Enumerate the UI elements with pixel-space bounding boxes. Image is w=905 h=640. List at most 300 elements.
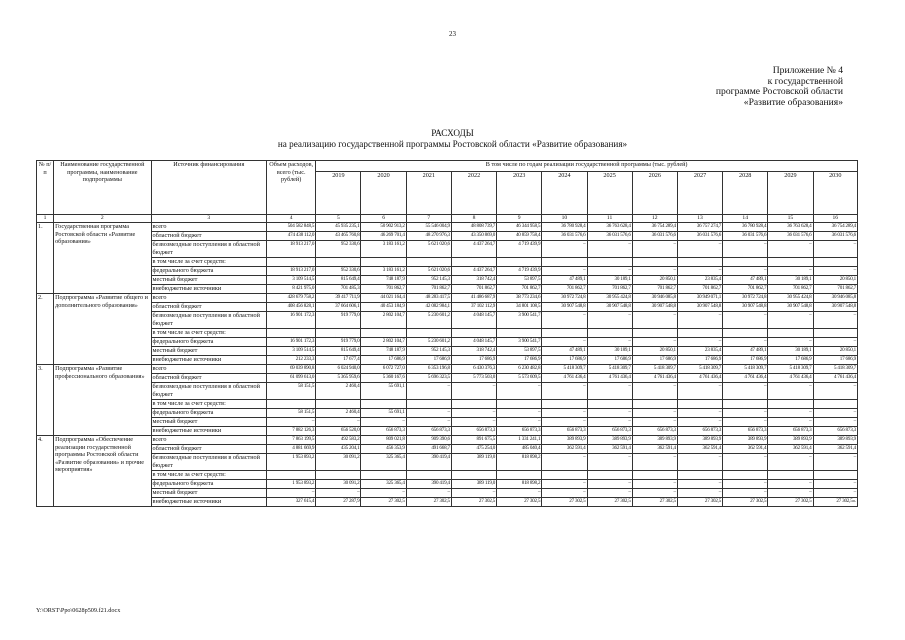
funding-source: в том числе за счет средств: <box>151 258 267 267</box>
year-value: 362 591,4 <box>587 445 632 454</box>
year-value: 47 489,1 <box>723 276 768 285</box>
year-value: – <box>813 241 857 258</box>
year-value: 818 898,2 <box>497 454 542 471</box>
year-value: 952 145,3 <box>406 276 451 285</box>
year-value: 47 489,1 <box>542 347 587 356</box>
year-value: 475 254,0 <box>451 445 496 454</box>
year-value: – <box>361 489 406 498</box>
year-value: – <box>723 383 768 400</box>
total-value: – <box>267 489 316 498</box>
header-num: № п/п <box>37 161 54 215</box>
year-value: 46 269 701,4 <box>361 232 406 241</box>
year-value <box>451 400 496 409</box>
row-number: 1. <box>37 223 54 294</box>
title-heading: РАСХОДЫ <box>431 128 474 138</box>
year-value: 17 686,9 <box>768 356 813 365</box>
year-value: – <box>497 418 542 427</box>
year-value: – <box>542 480 587 489</box>
table-row <box>37 338 858 347</box>
header-year: 2029 <box>768 172 813 215</box>
year-value: 30 907 548,8 <box>723 303 768 312</box>
year-value: 30 907 548,8 <box>542 303 587 312</box>
year-value: 318 742,4 <box>451 276 496 285</box>
year-value: 34 801 108,5 <box>497 303 542 312</box>
year-value: 4 719 439,9 <box>497 241 542 258</box>
year-value: – <box>768 409 813 418</box>
year-value: 30 949 071,1 <box>677 294 722 303</box>
year-value: – <box>632 383 677 400</box>
year-value: 325 365,4 <box>361 454 406 471</box>
table-row <box>37 223 858 232</box>
year-value: 30 907 548,8 <box>768 303 813 312</box>
year-value: 17 677,4 <box>316 356 361 365</box>
year-value: 30 946 085,8 <box>632 294 677 303</box>
page-number: 23 <box>449 30 456 38</box>
column-number: 7 <box>406 215 451 223</box>
funding-source: всего <box>151 223 267 232</box>
year-value: 656 873,3 <box>813 427 857 436</box>
year-value: – <box>677 241 722 258</box>
year-value: 6 430 376,3 <box>451 365 496 374</box>
year-value: – <box>768 489 813 498</box>
year-value: 27 302,5 <box>677 498 722 507</box>
year-value: – <box>587 241 632 258</box>
year-value: 701 862,7 <box>677 285 722 294</box>
year-value: 4 437 264,7 <box>451 241 496 258</box>
total-value: 69 039 890,8 <box>267 365 316 374</box>
year-value: 48 270 976,3 <box>406 232 451 241</box>
year-value: – <box>632 454 677 471</box>
funding-source: местный бюджет <box>151 276 267 285</box>
year-value <box>677 329 722 338</box>
year-value <box>677 471 722 480</box>
column-number: 5 <box>316 215 361 223</box>
year-value: 17 686,9 <box>632 356 677 365</box>
year-value: 48 808 739,7 <box>451 223 496 232</box>
year-value: – <box>768 454 813 471</box>
year-value: 656 873,3 <box>587 427 632 436</box>
year-value: 41 486 687,9 <box>451 294 496 303</box>
year-value: – <box>587 312 632 329</box>
year-value: 36 754 289,4 <box>813 223 857 232</box>
year-value <box>451 329 496 338</box>
year-value: 485 040,4 <box>497 445 542 454</box>
year-value <box>813 400 857 409</box>
year-value: 318 742,4 <box>451 347 496 356</box>
year-value: 362 591,4 <box>632 445 677 454</box>
year-value: 656 873,3 <box>497 427 542 436</box>
title-subheading: на реализацию государственной программы Ростовской области «Развитие образования» <box>277 138 628 149</box>
year-value: – <box>587 454 632 471</box>
year-value: – <box>542 383 587 400</box>
table-row <box>37 489 858 498</box>
year-value: 30 091,2 <box>316 480 361 489</box>
year-value: 389 119,0 <box>451 454 496 471</box>
year-value <box>723 471 768 480</box>
funding-source: федерального бюджета <box>151 338 267 347</box>
year-value: 30 189,1 <box>768 276 813 285</box>
year-value: 656 873,3 <box>723 427 768 436</box>
funding-source: безвозмездные поступления в областной бюджет <box>151 312 267 329</box>
year-value <box>768 471 813 480</box>
column-number: 2 <box>54 215 151 223</box>
year-value: 30 091,2 <box>316 454 361 471</box>
year-value: – <box>406 489 451 498</box>
year-value: 656 873,3 <box>632 427 677 436</box>
year-value: – <box>587 267 632 276</box>
year-value: 17 686,9 <box>587 356 632 365</box>
year-value: 389 893,9 <box>587 436 632 445</box>
year-value: 30 189,1 <box>587 276 632 285</box>
year-value: 53 897,5 <box>497 276 542 285</box>
column-number: 1 <box>37 215 54 223</box>
year-value: 952 330,6 <box>316 241 361 258</box>
header-year: 2020 <box>361 172 406 215</box>
funding-source: внебюджетные источники <box>151 427 267 436</box>
year-value: 891 675,5 <box>451 436 496 445</box>
year-value: 30 972 724,8 <box>542 294 587 303</box>
year-value: 6 072 727,0 <box>361 365 406 374</box>
total-value: 4 881 669,9 <box>267 445 316 454</box>
year-value: 36 031 576,6 <box>813 232 857 241</box>
table-row <box>37 258 858 267</box>
appendix-line: программе Ростовской области <box>715 86 843 98</box>
year-value: 5 418 309,7 <box>542 365 587 374</box>
year-value <box>632 400 677 409</box>
funding-source: местный бюджет <box>151 489 267 498</box>
year-value: – <box>677 409 722 418</box>
year-value: 390 419,4 <box>406 454 451 471</box>
year-value: 17 686,9 <box>497 356 542 365</box>
table-row <box>37 303 858 312</box>
year-value: 40 453 184,9 <box>361 303 406 312</box>
year-value: – <box>542 409 587 418</box>
year-value <box>677 400 722 409</box>
year-value: 4 048 145,7 <box>451 312 496 329</box>
year-value: – <box>587 383 632 400</box>
funding-source: всего <box>151 365 267 374</box>
year-value: 5 360 167,6 <box>361 374 406 383</box>
year-value: – <box>497 489 542 498</box>
year-value <box>677 258 722 267</box>
table-row <box>37 374 858 383</box>
program-name: Подпрограмма «Обеспечение реализации государственной программы Ростовской области «Развитие образования» и прочие мероприятия» <box>54 436 151 507</box>
funding-source: всего <box>151 294 267 303</box>
year-value: 47 489,1 <box>542 276 587 285</box>
table-row <box>37 400 858 409</box>
header-year: 2030 <box>813 172 857 215</box>
column-number: 4 <box>267 215 316 223</box>
year-value: 36 031 576,6 <box>768 232 813 241</box>
year-value: 36 763 628,4 <box>768 223 813 232</box>
total-value: – <box>267 418 316 427</box>
funding-source: внебюджетные источники <box>151 285 267 294</box>
funding-source: местный бюджет <box>151 418 267 427</box>
year-value: – <box>587 409 632 418</box>
year-value: 5 230 601,2 <box>406 312 451 329</box>
year-value: 36 031 576,6 <box>723 232 768 241</box>
year-value: 491 668,7 <box>406 445 451 454</box>
table-row <box>37 232 858 241</box>
year-value: 4 761 436,4 <box>813 374 857 383</box>
total-value: 7 863 199,5 <box>267 436 316 445</box>
year-value <box>497 400 542 409</box>
year-value: – <box>587 338 632 347</box>
year-value: – <box>768 383 813 400</box>
year-value: – <box>361 418 406 427</box>
year-value: 4 048 145,7 <box>451 338 496 347</box>
year-value: 30 955 424,8 <box>587 294 632 303</box>
year-value: – <box>813 383 857 400</box>
year-value: – <box>813 454 857 471</box>
year-value: 701 862,7 <box>451 285 496 294</box>
appendix-line: Приложение № 4 <box>772 65 843 76</box>
total-value: 212 233,3 <box>267 356 316 365</box>
total-value: 58 151,5 <box>267 409 316 418</box>
header-year: 2023 <box>497 172 542 215</box>
table-row <box>37 471 858 480</box>
year-value: 818 898,2 <box>497 480 542 489</box>
total-value: 3 109 514,5 <box>267 276 316 285</box>
total-value: 327 615,4 <box>267 498 316 507</box>
program-name: Подпрограмма «Развитие общего и дополнительного образования» <box>54 294 151 365</box>
year-value: 456 353,9 <box>361 445 406 454</box>
year-value: 40 859 758,4 <box>497 232 542 241</box>
year-value: 36 780 928,4 <box>723 223 768 232</box>
year-value: 27 302,5 <box>542 498 587 507</box>
year-value: 30 907 548,8 <box>632 303 677 312</box>
table-row <box>37 480 858 489</box>
year-value: 36 754 289,4 <box>632 223 677 232</box>
header-year: 2028 <box>723 172 768 215</box>
header-year: 2019 <box>316 172 361 215</box>
year-value <box>768 400 813 409</box>
year-value <box>723 329 768 338</box>
year-value: – <box>451 489 496 498</box>
year-value: 27 302,5 <box>361 498 406 507</box>
year-value: 435 204,1 <box>316 445 361 454</box>
year-value: 30 955 424,8 <box>768 294 813 303</box>
year-value: 656 873,3 <box>542 427 587 436</box>
year-value <box>406 471 451 480</box>
year-value: – <box>813 480 857 489</box>
year-value: – <box>723 489 768 498</box>
year-value: 53 897,5 <box>497 347 542 356</box>
year-value: 5 573 609,5 <box>497 374 542 383</box>
total-value: 3 109 514,5 <box>267 347 316 356</box>
year-value: 2 460,4 <box>316 409 361 418</box>
year-value: 30 907 548,8 <box>813 303 857 312</box>
year-value: 701 862,7 <box>406 285 451 294</box>
year-value: – <box>632 241 677 258</box>
year-value: – <box>677 338 722 347</box>
year-value: – <box>813 312 857 329</box>
year-value: – <box>451 409 496 418</box>
year-value: 36 031 576,6 <box>542 232 587 241</box>
year-value: 17 686,9 <box>813 356 857 365</box>
year-value: – <box>677 383 722 400</box>
year-value: – <box>677 267 722 276</box>
table-row <box>37 241 858 258</box>
year-value: 6 230 482,8 <box>497 365 542 374</box>
header-source: Источник финансирования <box>151 161 267 215</box>
year-value: 27 302,5 <box>497 498 542 507</box>
funding-source: местный бюджет <box>151 347 267 356</box>
year-value: – <box>723 480 768 489</box>
total-value: 58 151,5 <box>267 383 316 400</box>
year-value: 30 907 548,8 <box>677 303 722 312</box>
year-value: 809 021,8 <box>361 436 406 445</box>
total-value: 16 901 172,3 <box>267 338 316 347</box>
year-value: 36 780 928,4 <box>542 223 587 232</box>
year-value: – <box>587 480 632 489</box>
funding-source: в том числе за счет средств: <box>151 400 267 409</box>
year-value <box>451 471 496 480</box>
year-value <box>406 258 451 267</box>
year-value: – <box>632 409 677 418</box>
year-value: 3 183 161,2 <box>361 267 406 276</box>
year-value: 17 686,9 <box>451 356 496 365</box>
year-value: 5 773 503,0 <box>451 374 496 383</box>
appendix-line: «Развитие образования» <box>743 96 843 108</box>
year-value: 389 893,9 <box>813 436 857 445</box>
year-value: 17 686,9 <box>542 356 587 365</box>
table-row <box>37 356 858 365</box>
year-value: – <box>587 489 632 498</box>
year-value: 27 302,5 <box>632 498 677 507</box>
column-number: 9 <box>497 215 542 223</box>
total-value: 428 679 758,2 <box>267 294 316 303</box>
year-value: 6 024 940,0 <box>316 365 361 374</box>
total-value: 7 882 126,3 <box>267 427 316 436</box>
year-value: – <box>632 418 677 427</box>
year-value <box>813 471 857 480</box>
year-value: 701 862,7 <box>632 285 677 294</box>
year-value: – <box>813 267 857 276</box>
year-value: – <box>497 383 542 400</box>
year-value: 30 907 548,8 <box>587 303 632 312</box>
year-value: 701 862,7 <box>361 285 406 294</box>
year-value: 20 850,1 <box>813 276 857 285</box>
year-value <box>406 329 451 338</box>
year-value: 2 802 104,7 <box>361 338 406 347</box>
year-value <box>632 471 677 480</box>
year-value: 17 686,9 <box>361 356 406 365</box>
table-row <box>37 418 858 427</box>
table-row <box>37 436 858 445</box>
year-value: 5 418 309,7 <box>587 365 632 374</box>
year-value: 656 873,3 <box>677 427 722 436</box>
year-value: 701 862,7 <box>542 285 587 294</box>
year-value <box>361 471 406 480</box>
table-row <box>37 267 858 276</box>
year-value: – <box>677 480 722 489</box>
document-title <box>0 128 905 149</box>
year-value: 362 591,4 <box>542 445 587 454</box>
total-value: 474 438 112,0 <box>267 232 316 241</box>
year-value: 815 649,4 <box>316 276 361 285</box>
year-value: – <box>406 383 451 400</box>
year-value: – <box>406 409 451 418</box>
total-value: 61 099 613,0 <box>267 374 316 383</box>
year-value: 389 119,0 <box>451 480 496 489</box>
header-year: 2027 <box>677 172 722 215</box>
year-value: – <box>723 241 768 258</box>
year-value: 20 850,1 <box>632 347 677 356</box>
year-value <box>587 258 632 267</box>
year-value <box>813 258 857 267</box>
year-value: 30 189,1 <box>587 347 632 356</box>
year-value: 4 761 436,4 <box>723 374 768 383</box>
year-value: – <box>723 409 768 418</box>
year-value: 701 862,7 <box>768 285 813 294</box>
year-value: 36 757 274,7 <box>677 223 722 232</box>
year-value: – <box>316 418 361 427</box>
year-value: 39 417 711,9 <box>316 294 361 303</box>
year-value <box>542 471 587 480</box>
year-value: 389 893,9 <box>768 436 813 445</box>
year-value: 4 761 436,4 <box>587 374 632 383</box>
year-value: 27 302,5 <box>768 498 813 507</box>
year-value: – <box>542 241 587 258</box>
column-number: 8 <box>451 215 496 223</box>
year-value: – <box>723 338 768 347</box>
year-value: 701 862,7 <box>813 285 857 294</box>
total-value <box>267 258 316 267</box>
year-value: – <box>768 241 813 258</box>
funding-source: безвозмездные поступления в областной бюджет <box>151 241 267 258</box>
row-number: 3. <box>37 365 54 436</box>
year-value: 4 761 436,4 <box>768 374 813 383</box>
year-value: 27 302,5 <box>451 498 496 507</box>
year-value: – <box>451 383 496 400</box>
funding-source: безвозмездные поступления в областной бюджет <box>151 383 267 400</box>
year-value <box>723 258 768 267</box>
year-value: 48 283 417,5 <box>406 294 451 303</box>
year-value <box>316 329 361 338</box>
header-name: Наименование государственной программы, наименование подпрограммы <box>54 161 151 215</box>
appendix-line: к государственной <box>767 75 843 87</box>
year-value <box>361 400 406 409</box>
year-value: 4 761 436,4 <box>542 374 587 383</box>
year-value: 30 946 085,8 <box>813 294 857 303</box>
year-value: 6 353 196,8 <box>406 365 451 374</box>
year-value: 45 935 235,1 <box>316 223 361 232</box>
year-value: 38 773 234,6 <box>497 294 542 303</box>
year-value <box>542 400 587 409</box>
year-value: 492 583,2 <box>316 436 361 445</box>
year-value: 952 330,6 <box>316 267 361 276</box>
total-value: 1 953 893,2 <box>267 454 316 471</box>
year-value: 362 591,4 <box>768 445 813 454</box>
year-value <box>497 258 542 267</box>
header-total: Объем расходов, всего (тыс. рублей) <box>267 161 316 215</box>
year-value: – <box>542 267 587 276</box>
year-value: 36 031 576,6 <box>677 232 722 241</box>
year-value: 3 183 161,2 <box>361 241 406 258</box>
year-value <box>542 258 587 267</box>
year-value: 2 460,4 <box>316 383 361 400</box>
year-value: 390 419,4 <box>406 480 451 489</box>
year-value: 43 465 760,8 <box>316 232 361 241</box>
year-value: – <box>677 454 722 471</box>
column-number: 14 <box>723 215 768 223</box>
year-value: – <box>813 489 857 498</box>
year-value: – <box>587 418 632 427</box>
year-value: 23 835,4 <box>677 347 722 356</box>
year-value: – <box>542 338 587 347</box>
program-name: Государственная программа Ростовской области «Развитие образования» <box>54 223 151 294</box>
